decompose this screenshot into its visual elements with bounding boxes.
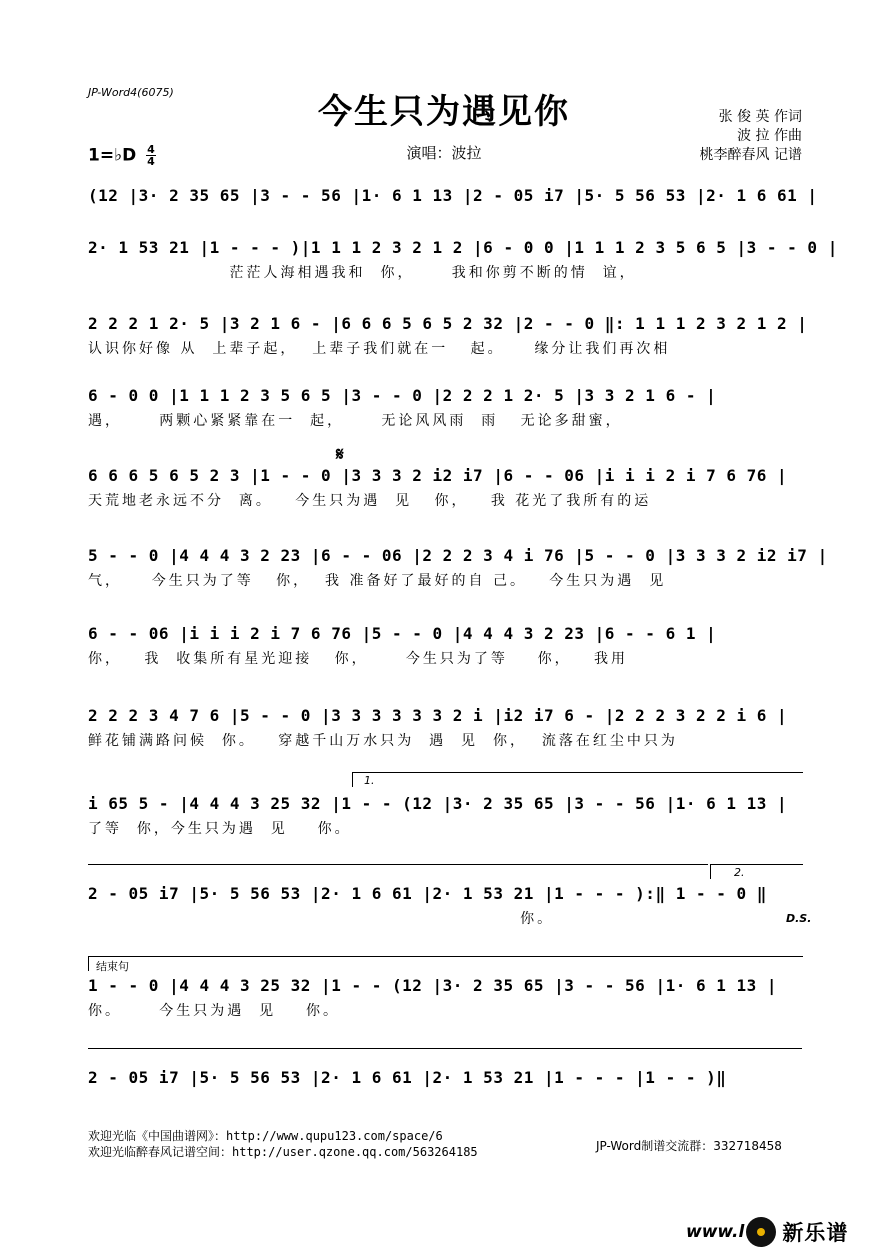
lyrics-row-5: 天荒地老永远不分 离。 今生只为遇 见 你， 我 花光了我所有的运: [88, 493, 652, 509]
score-row-2: 2· 1 53 21 |1 - - - )|1 1 1 2 3 2 1 2 |6 - 0 0 |1 1 1 2 3 5 6 5 |3 - - 0 |: [88, 238, 838, 257]
score-row-11: 1 - - 0 |4 4 4 3 25 32 |1 - - (12 |3· 2 35 65 |3 - - 56 |1· 6 1 13 |: [88, 976, 778, 995]
coda-bracket: [88, 956, 803, 971]
segno-sign: 𝄋: [336, 444, 344, 465]
lyrics-row-8: 鲜花铺满路问候 你。 穿越千山万水只为 遇 见 你， 流落在红尘中只为: [88, 733, 678, 749]
lyrics-row-9: 了等 你，今生只为遇 见 你。: [88, 821, 352, 837]
song-title: 今生只为遇见你: [318, 92, 570, 132]
score-row-7: 6 - - 06 |i i i 2 i 7 6 76 |5 - - 0 |4 4 4 3 2 23 |6 - - 6 1 |: [88, 624, 717, 643]
score-row-6: 5 - - 0 |4 4 4 3 2 23 |6 - - 06 |2 2 2 3 4 i 76 |5 - - 0 |3 3 3 2 i2 i7 |: [88, 546, 828, 565]
site-logo[interactable]: [686, 1214, 848, 1250]
footer-link-2[interactable]: 欢迎光临醉春风记谱空间：http://user.qzone.qq.com/563264185: [88, 1145, 478, 1159]
score-row-10: 2 - 05 i7 |5· 5 56 53 |2· 1 6 61 |2· 1 53 21 |1 - - - ):‖ 1 - - 0 ‖: [88, 884, 767, 903]
footer-links: [88, 1128, 478, 1160]
lyricist-credit: 张 俊 英 作词: [718, 109, 802, 125]
volta-1-label: 1.: [364, 774, 375, 787]
composer-credit: 波 拉 作曲: [737, 128, 802, 144]
lyrics-row-4: 遇， 两颗心紧紧靠在一 起， 无论风风雨 雨 无论多甜蜜，: [88, 413, 623, 429]
volta-2-label: 2.: [734, 866, 745, 879]
score-row-8: 2 2 2 3 4 7 6 |5 - - 0 |3 3 3 3 3 3 2 i |i2 i7 6 - |2 2 2 3 2 2 i 6 |: [88, 706, 788, 725]
source-label: JP-Word4(6075): [88, 86, 174, 99]
volta-1-bracket: [352, 772, 803, 787]
time-sig-top: 4: [147, 143, 155, 156]
singer-label: 演唱：波拉: [406, 144, 482, 162]
key-label: 1=♭D: [88, 145, 137, 166]
volta-2-bracket: [710, 864, 803, 879]
coda-continuation: [88, 1048, 802, 1049]
lyrics-row-10: 你。: [88, 911, 555, 927]
score-row-9: i 65 5 - |4 4 4 3 25 32 |1 - - (12 |3· 2 35 65 |3 - - 56 |1· 6 1 13 |: [88, 794, 788, 813]
footer-link-1[interactable]: 欢迎光临《中国曲谱网》：http://www.qupu123.com/space/6: [88, 1129, 443, 1143]
lyrics-row-3: 认识你好像 从 上辈子起， 上辈子我们就在一 起。 缘分让我们再次相: [88, 341, 671, 357]
score-row-4: 6 - 0 0 |1 1 1 2 3 5 6 5 |3 - - 0 |2 2 2 1 2· 5 |3 3 2 1 6 - |: [88, 386, 717, 405]
record-disc-icon: [746, 1217, 776, 1247]
transcriber-credit: 桃李醉春风 记谱: [699, 147, 802, 163]
logo-brand: 新乐谱: [782, 1221, 849, 1245]
score-row-3: 2 2 2 1 2· 5 |3 2 1 6 - |6 6 6 5 6 5 2 32 |2 - - 0 ‖: 1 1 1 2 3 2 1 2 |: [88, 314, 808, 333]
time-sig-bottom: 4: [147, 155, 155, 168]
volta-1-continuation: [88, 864, 708, 865]
footer-group: JP-Word制谱交流群：332718458: [596, 1139, 782, 1153]
coda-label: 结束句: [96, 960, 129, 973]
lyrics-row-7: 你， 我 收集所有星光迎接 你， 今生只为了等 你， 我用: [88, 651, 629, 667]
score-row-5: 6 6 6 5 6 5 2 3 |1 - - 0 |3 3 3 2 i2 i7 |6 - - 06 |i i i 2 i 7 6 76 |: [88, 466, 788, 485]
logo-www: www.l: [686, 1222, 745, 1242]
lyrics-row-11: 你。 今生只为遇 见 你。: [88, 1003, 340, 1019]
score-row-1: (12 |3· 2 35 65 |3 - - 56 |1· 6 1 13 |2 - 05 i7 |5· 5 56 53 |2· 1 6 61 |: [88, 186, 818, 205]
lyrics-row-6: 气， 今生只为了等 你， 我 准备好了最好的自 己。 今生只为遇 见: [88, 573, 667, 589]
lyrics-row-2: 茫茫人海相遇我和 你， 我和你剪不断的情 谊，: [88, 265, 637, 281]
ds-marker: D.S.: [786, 912, 812, 925]
score-row-12: 2 - 05 i7 |5· 5 56 53 |2· 1 6 61 |2· 1 53 21 |1 - - - |1 - - )‖: [88, 1068, 727, 1087]
